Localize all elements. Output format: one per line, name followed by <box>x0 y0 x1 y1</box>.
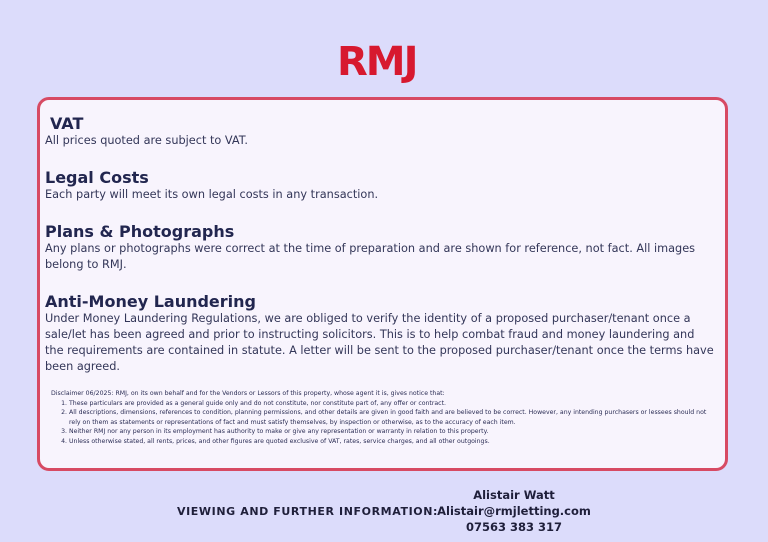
section-title: Legal Costs <box>45 168 149 187</box>
contact-name: Alistair Watt <box>473 488 555 502</box>
contact-email[interactable]: Alistair@rmjletting.com <box>437 504 591 518</box>
disclaimer-item: 4. Unless otherwise stated, all rents, prices, and other figures are quoted exclusive of VAT, rates, service charges, and all other outgoings. <box>69 437 715 447</box>
disclaimer-intro: Disclaimer 06/2025: RMJ, on its own behalf and for the Vendors or Lessors of this property, whose agent it is, gives notice that: <box>51 390 445 397</box>
section-title: Plans & Photographs <box>45 222 235 241</box>
contact-phone[interactable]: 07563 383 317 <box>465 520 563 534</box>
section-body: All prices quoted are subject to VAT. <box>45 134 248 147</box>
section-title: VAT <box>50 114 84 133</box>
disclaimer-item: 1. These particulars are provided as a general guide only and do not constitute, nor constitute part of, any offer or contract. <box>69 399 715 409</box>
disclaimer <box>45 389 715 447</box>
section-body: Any plans or photographs were correct at the time of preparation and are shown for reference, not fact. All images belong to RMJ. <box>45 242 696 271</box>
disclaimer-item: 3. Neither RMJ nor any person in its employment has authority to make or give any representation or warranty in relation to this property. <box>69 427 715 437</box>
viewing-info-label: VIEWING AND FURTHER INFORMATION: <box>177 505 439 518</box>
section-body: Each party will meet its own legal costs in any transaction. <box>45 188 379 201</box>
disclaimer-list <box>51 399 715 447</box>
section-legal-costs <box>45 168 715 203</box>
section-body: Under Money Laundering Regulations, we are obliged to verify the identity of a proposed purchaser/tenant once a sale/let has been agreed and prior to instructing solicitors. This is to help combat fraud and money laundering and the requirements are contained in statute. A letter will be sent to the proposed purchaser/tenant once the terms have been agreed. <box>45 312 714 373</box>
section-vat <box>45 114 715 149</box>
disclaimer-item: 2. All descriptions, dimensions, references to condition, planning permissions, and other details are given in good faith and are believed to be correct. However, any intending purchasers or lessees should not rely on them as statements or representations of fact and must satisfy themselves, by inspection or otherwise, as to the accuracy of each item. <box>69 408 715 427</box>
contact-block <box>436 487 592 535</box>
rmj-logo: RMJ <box>337 39 417 85</box>
terms-panel <box>37 97 728 471</box>
section-title: Anti-Money Laundering <box>45 292 256 311</box>
section-plans-photographs <box>45 222 715 273</box>
section-anti-money-laundering <box>45 292 715 375</box>
